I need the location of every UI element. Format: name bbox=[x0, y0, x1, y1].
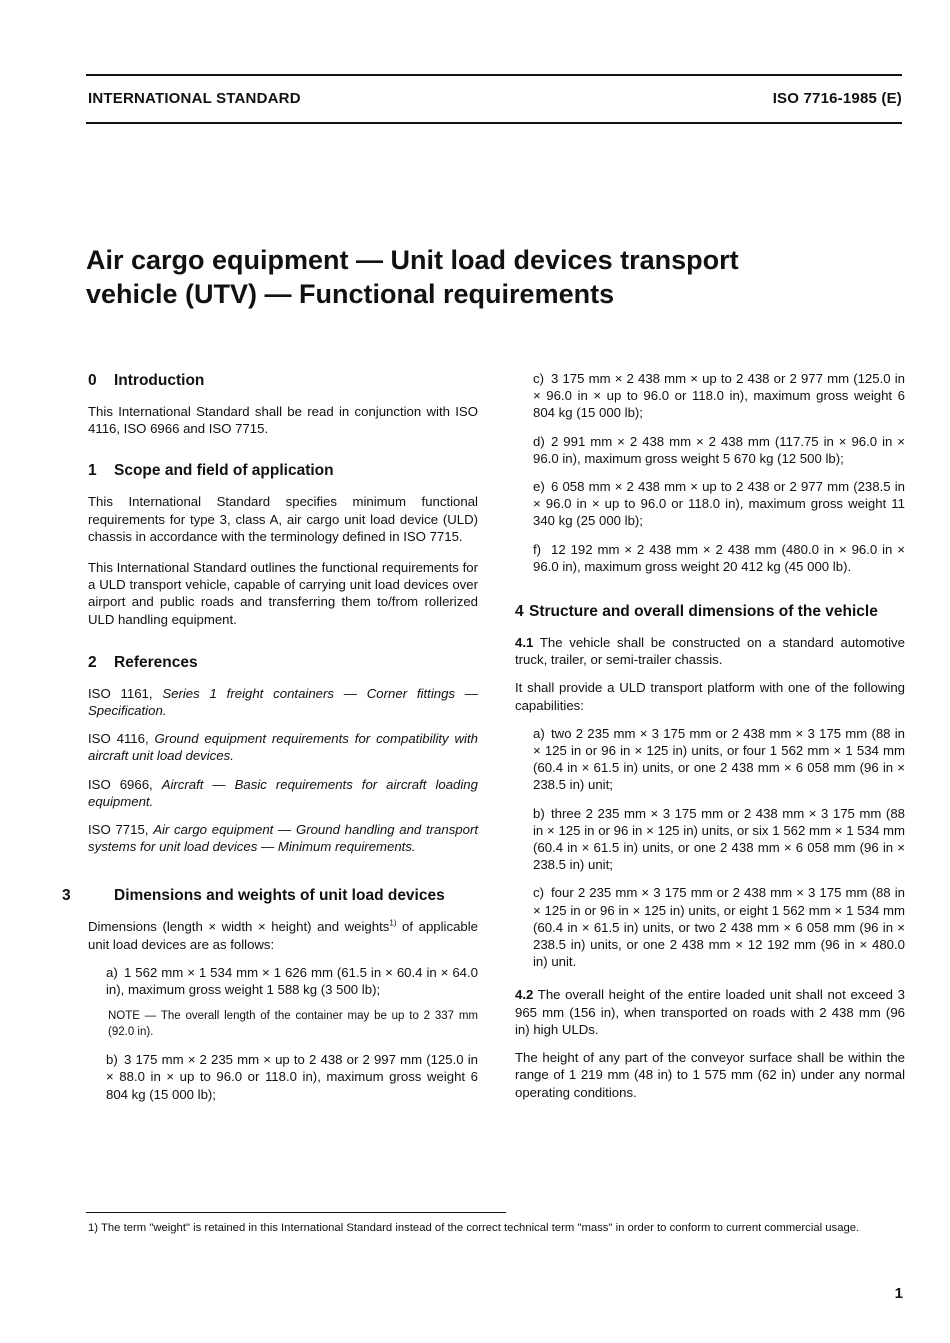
intro-paragraph: This International Standard shall be read in conjunction with ISO 4116, ISO 6966 and ISO 7715. bbox=[88, 404, 478, 437]
section-3-heading bbox=[62, 887, 478, 905]
dimensions-intro-text: of applicable unit load devices are as follows: bbox=[88, 919, 479, 952]
page-number: 1 bbox=[894, 1285, 903, 1302]
item-text: 2 991 mm × 2 438 mm × 2 438 mm (117.75 in × 96.0 in × 96.0 in), maximum gross weight 5 670 kg (12 500 lb); bbox=[533, 433, 905, 466]
section-number: 3 bbox=[62, 887, 71, 905]
section-number: 1 bbox=[88, 462, 97, 480]
subclause-4-1 bbox=[515, 634, 905, 668]
section-title: Scope and field of application bbox=[114, 462, 334, 480]
subclause-text: The overall height of the entire loaded unit shall not exceed 3 965 mm (156 in), when transported on roads with 2 438 mm (96 in) high ULDs. bbox=[515, 987, 905, 1037]
subclause-number: 4.2 bbox=[515, 987, 534, 1003]
section-title: References bbox=[114, 653, 198, 671]
item-text: 1 562 mm × 1 534 mm × 1 626 mm (61.5 in × 60.4 in × 64.0 in), maximum gross weight 1 588 kg (3 500 lb); bbox=[106, 964, 478, 998]
reference-title: Aircraft — Basic requirements for aircraft loading equipment. bbox=[88, 776, 478, 809]
dimension-item-f bbox=[515, 541, 905, 575]
right-column bbox=[515, 370, 905, 1112]
section-number: 4 bbox=[515, 603, 524, 621]
section-number: 0 bbox=[88, 372, 97, 389]
reference-code: ISO 1161, bbox=[88, 685, 153, 701]
left-column bbox=[62, 370, 479, 1114]
subclause-4-2 bbox=[515, 986, 905, 1038]
capability-item-a bbox=[515, 725, 905, 794]
item-label: b) bbox=[533, 805, 545, 821]
item-label: c) bbox=[533, 885, 544, 901]
reference-item bbox=[88, 776, 478, 810]
reference-title: Series 1 freight containers — Corner fittings — Specification. bbox=[88, 685, 478, 719]
item-label: c) bbox=[533, 371, 544, 386]
reference-code: ISO 6966, bbox=[88, 776, 153, 792]
title-line-2: vehicle (UTV) — Functional requirements bbox=[86, 279, 615, 309]
subclause-text: The vehicle shall be constructed on a standard automotive truck, trailer, or semi-trailer chassis. bbox=[515, 635, 905, 668]
item-label: e) bbox=[533, 479, 545, 495]
reference-item bbox=[88, 821, 478, 855]
item-text: two 2 235 mm × 3 175 mm or 2 438 mm × 3 175 mm (88 in × 125 in or 96 in × 125 in) units, or four 1 562 mm × 1 534 mm (60.4 in × 61.5 in) units, or one 2 438 mm × 6 058 mm (96 in × 238.5 in) unit; bbox=[533, 725, 905, 793]
item-label: b) bbox=[106, 1052, 118, 1068]
header-rule bbox=[86, 122, 902, 124]
capability-item-b bbox=[515, 805, 905, 874]
footnote-rule bbox=[86, 1212, 506, 1213]
item-text: 6 058 mm × 2 438 mm × up to 2 438 or 2 977 mm (238.5 in × 96.0 in × up to 96.0 or 118.0 in), maximum gross weight 11 340 kg (25 000 lb); bbox=[533, 479, 905, 529]
header-standard-label: INTERNATIONAL STANDARD bbox=[88, 90, 301, 107]
top-rule bbox=[86, 74, 902, 76]
item-text: 12 192 mm × 2 438 mm × 2 438 mm (480.0 in × 96.0 in × 96.0 in), maximum gross weight 20 412 kg (45 000 lb). bbox=[533, 541, 905, 574]
section-title: Structure and overall dimensions of the vehicle bbox=[529, 603, 878, 621]
item-text: 3 175 mm × 2 235 mm × up to 2 438 or 2 997 mm (125.0 in × 88.0 in × up to 96.0 or 118.0 in), maximum gross weight 6 804 kg (15 000 lb); bbox=[106, 1052, 478, 1102]
scope-paragraph-2: This International Standard outlines the functional requirements for a ULD transport vehicle, capable of carrying unit load devices over airport and public roads and transferring them to/from rollerized ULD handling equipment. bbox=[88, 560, 478, 627]
section-title: Introduction bbox=[114, 372, 205, 389]
reference-code: ISO 7715, bbox=[88, 822, 149, 838]
conveyor-height-paragraph: The height of any part of the conveyor surface shall be within the range of 1 219 mm (48 in) to 1 575 mm (62 in) under any normal operating conditions. bbox=[515, 1050, 905, 1100]
header-document-id: ISO 7716-1985 (E) bbox=[772, 90, 902, 107]
document-title bbox=[86, 243, 906, 311]
item-label: f) bbox=[533, 541, 542, 557]
section-number: 2 bbox=[88, 653, 97, 671]
dimension-item-c bbox=[515, 370, 905, 422]
reference-title: Air cargo equipment — Ground handling and transport systems for unit load devices — Minimum requirements. bbox=[88, 822, 479, 855]
item-label: a) bbox=[106, 964, 118, 980]
capabilities-paragraph: It shall provide a ULD transport platform with one of the following capabilities: bbox=[515, 680, 905, 713]
footnote: 1) The term "weight" is retained in this International Standard instead of the correct technical term "mass" in order to conform to current commercial usage. bbox=[88, 1222, 860, 1234]
scope-paragraph-1: This International Standard specifies minimum functional requirements for type 3, class A, air cargo unit load device (ULD) chassis in accordance with the terminology defined in ISO 7715. bbox=[88, 494, 478, 544]
dimension-item-e bbox=[515, 478, 905, 530]
section-title: Dimensions and weights of unit load devices bbox=[114, 887, 445, 905]
reference-code: ISO 4116, bbox=[88, 731, 149, 747]
footnote-reference: 1) bbox=[389, 919, 397, 929]
item-label: a) bbox=[533, 725, 545, 741]
section-0-heading bbox=[88, 372, 478, 390]
dimensions-intro-text: Dimensions (length × width × height) and weights bbox=[88, 919, 390, 935]
dimensions-intro bbox=[88, 918, 478, 952]
capability-item-c bbox=[515, 884, 905, 970]
section-1-heading bbox=[88, 462, 478, 480]
item-text: four 2 235 mm × 3 175 mm or 2 438 mm × 3 175 mm (88 in × 125 in or 96 in × 125 in) units, or eight 1 562 mm × 1 534 mm (60.4 in × 61.5 in) units, or two 2 438 mm × 6 058 mm (96 in × 238.5 in) units, or one 2 438 mm × 12 192 mm (96 in × 480.0 in) unit. bbox=[533, 885, 905, 970]
item-text: three 2 235 mm × 3 175 mm or 2 438 mm × 3 175 mm (88 in × 125 in or 96 in × 125 in) units, or six 1 562 mm × 1 534 mm (60.4 in × 61.5 in) units, or one 2 438 mm × 6 058 mm (96 in × 238.5 in) unit; bbox=[533, 805, 905, 873]
reference-item bbox=[88, 730, 478, 764]
dimension-item-a bbox=[88, 964, 478, 998]
dimension-item-b bbox=[88, 1051, 478, 1103]
item-label: d) bbox=[533, 433, 545, 449]
title-line-1: Air cargo equipment — Unit load devices transport bbox=[86, 245, 739, 275]
dimension-note: NOTE — The overall length of the container may be up to 2 337 mm (92.0 in). bbox=[108, 1010, 478, 1038]
item-text: 3 175 mm × 2 438 mm × up to 2 438 or 2 977 mm (125.0 in × 96.0 in × up to 96.0 or 118.0 in), maximum gross weight 6 804 kg (15 000 lb); bbox=[533, 371, 905, 421]
reference-item bbox=[88, 685, 478, 719]
subclause-number: 4.1 bbox=[515, 635, 534, 651]
section-4-heading bbox=[515, 603, 905, 621]
dimension-item-d bbox=[515, 433, 905, 467]
reference-title: Ground equipment requirements for compatibility with aircraft unit load devices. bbox=[88, 731, 478, 764]
section-2-heading bbox=[88, 654, 478, 672]
